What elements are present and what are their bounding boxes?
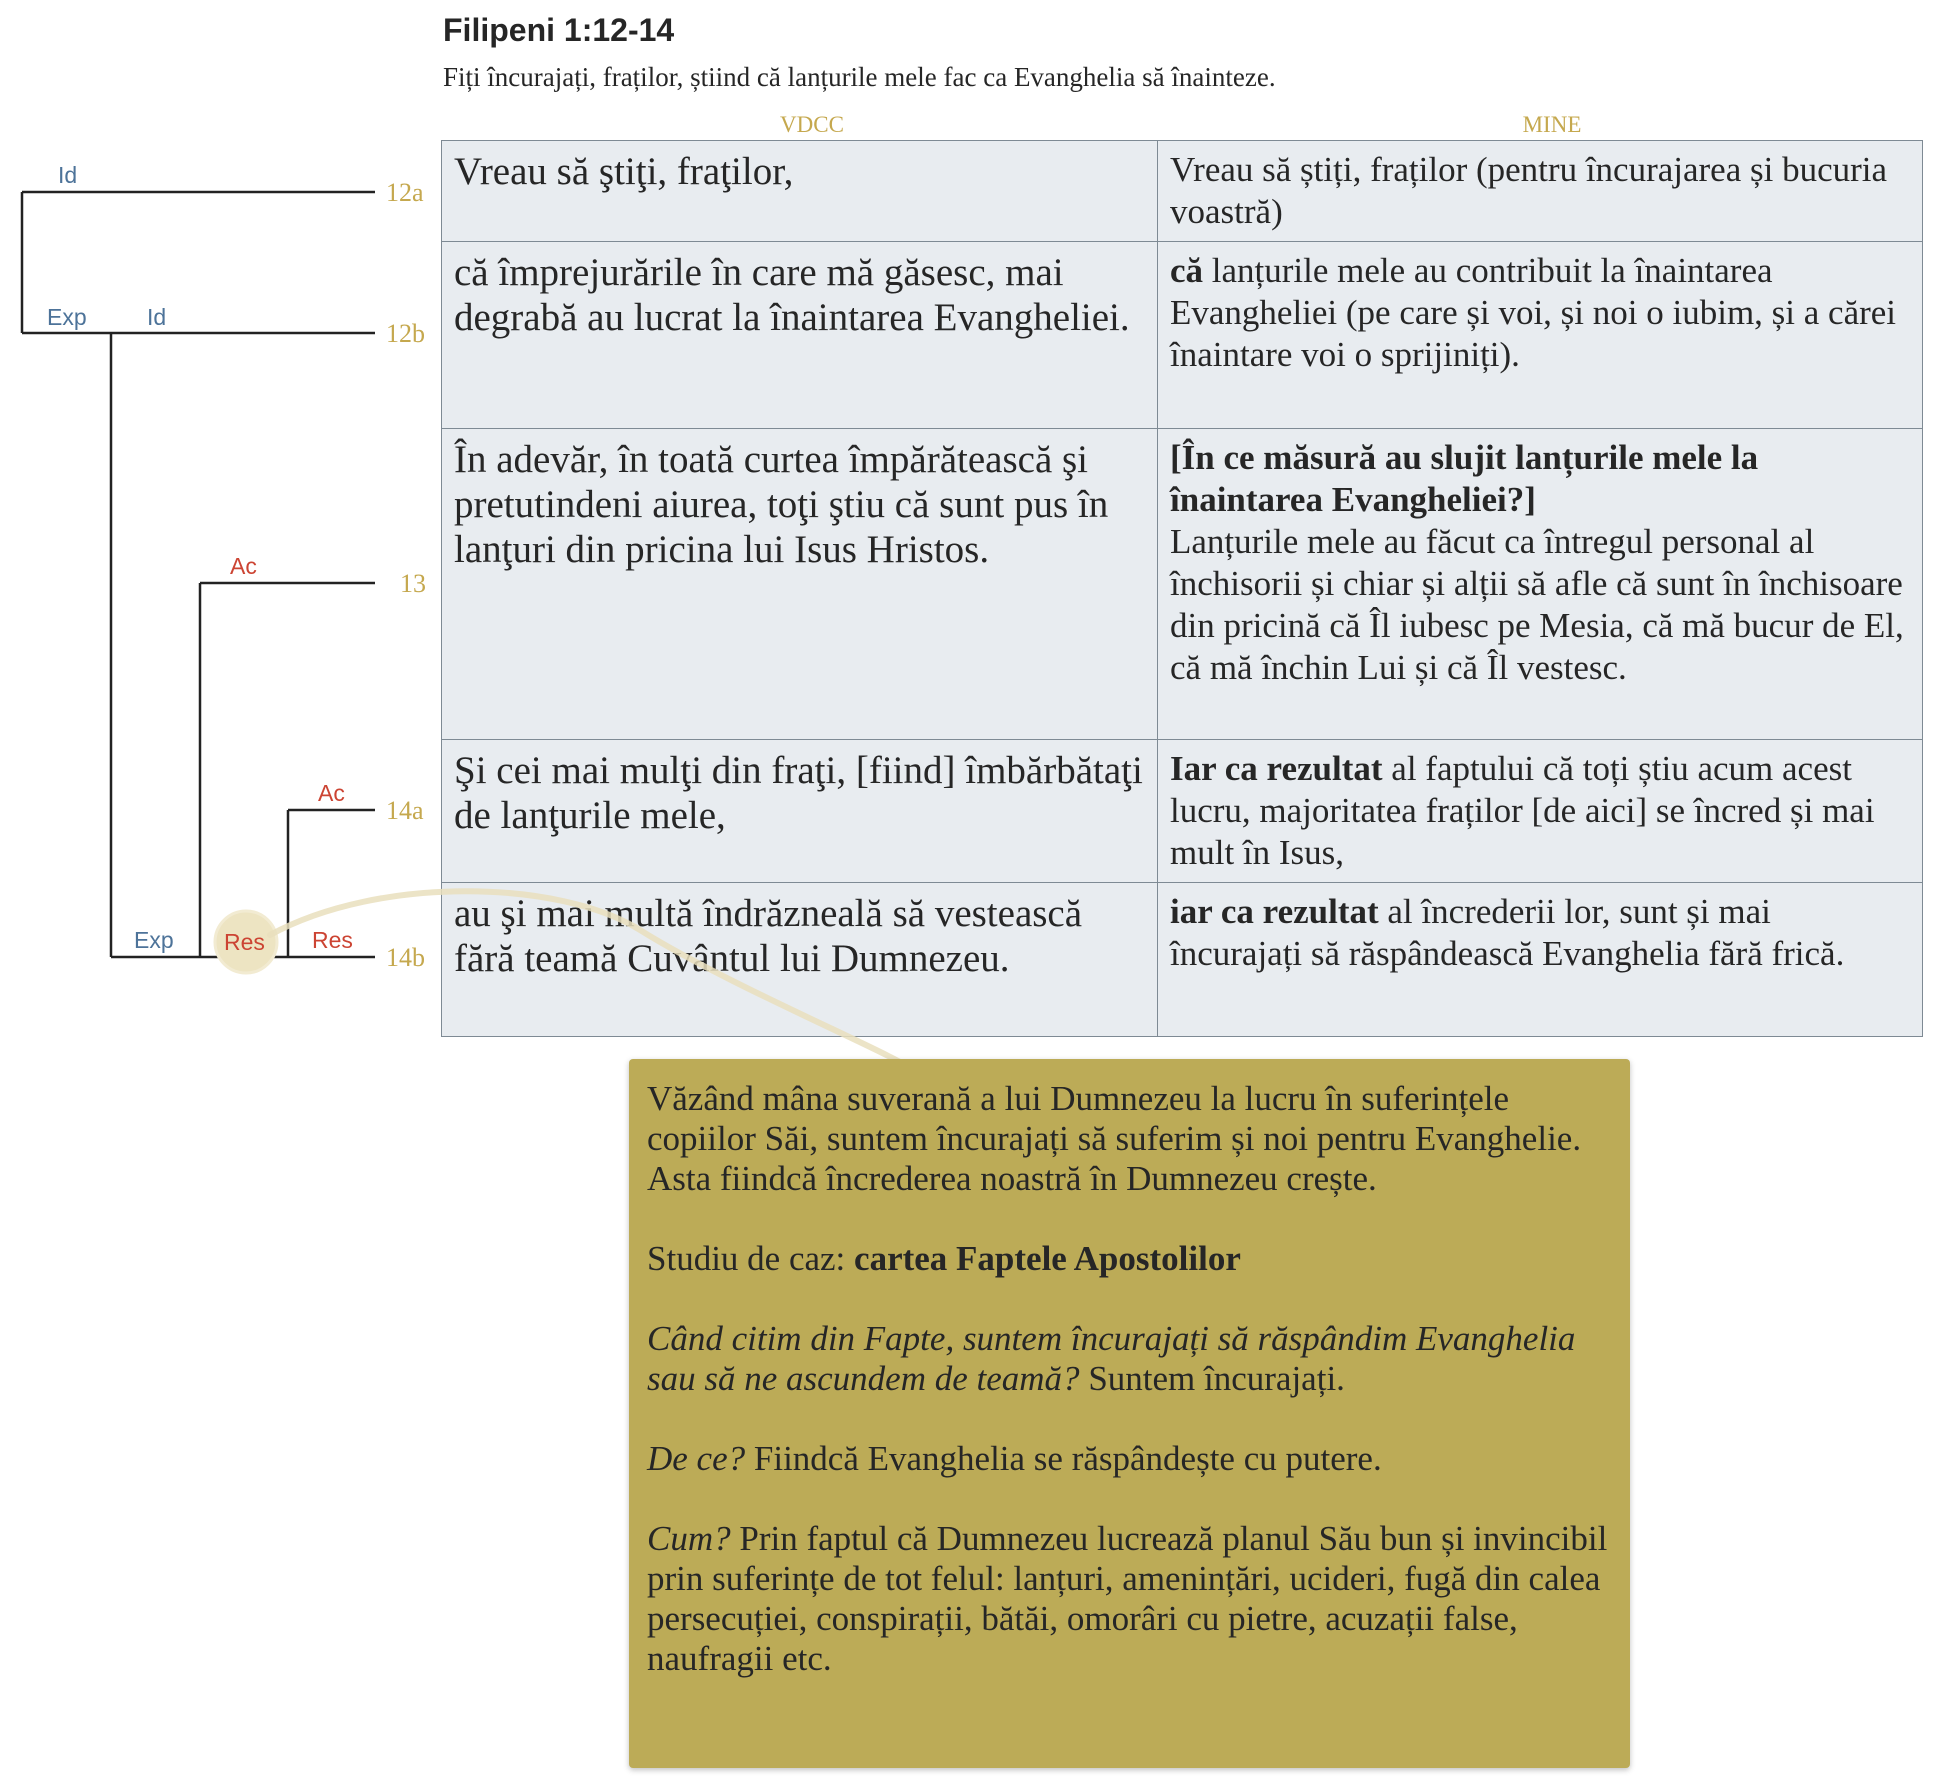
column-header-mine: MINE bbox=[1522, 112, 1582, 137]
relation-exp-inner[interactable]: Exp bbox=[134, 927, 174, 953]
relation-ac-14a[interactable]: Ac bbox=[318, 780, 345, 806]
mine-bold: [În ce măsură au slujit lanțurile mele la înaintarea Evangheliei?] bbox=[1170, 438, 1759, 519]
mine-bold: iar ca rezultat bbox=[1170, 892, 1379, 931]
vdcc-cell-14a: Şi cei mai mulţi din fraţi, [fiind] îmbărbătaţi de lanţurile mele, bbox=[442, 740, 1158, 883]
note-paragraph: Văzând mâna suverană a lui Dumnezeu la lucru în suferințele copiilor Săi, suntem încurajați să suferim și noi pentru Evanghelie. Asta fiindcă încrederea noastră în Dumnezeu crește. bbox=[647, 1079, 1582, 1198]
relation-id-12b[interactable]: Id bbox=[147, 304, 167, 330]
note-popup[interactable] bbox=[629, 1059, 1630, 1768]
mine-cell-12a bbox=[1158, 141, 1923, 242]
mine-cell-14b bbox=[1158, 883, 1923, 1037]
mine-text: lanțurile mele au contribuit la înaintarea Evangheliei (pe care și voi, și noi o iubim, și a cărei înaintare voi o sprijiniți). bbox=[1170, 251, 1897, 374]
vdcc-cell-12b: că împrejurările în care mă găsesc, mai degrabă au lucrat la înaintarea Evangheliei. bbox=[442, 242, 1158, 429]
relation-id-12a[interactable]: Id bbox=[58, 162, 78, 188]
passage-summary: Fiți încurajați, fraților, știind că lanțurile mele fac ca Evanghelia să înainteze. bbox=[443, 62, 1276, 92]
page-title: Filipeni 1:12-14 bbox=[443, 12, 675, 48]
mine-text: al încrederii lor, sunt și mai încurajați să răspândească Evanghelia fără frică. bbox=[1170, 892, 1845, 973]
vdcc-cell-12a: Vreau să ştiţi, fraţilor, bbox=[442, 141, 1158, 242]
vdcc-cell-14b: au şi mai multă îndrăzneală să vestească fără teamă Cuvântul lui Dumnezeu. bbox=[442, 883, 1158, 1037]
table-row bbox=[442, 141, 1923, 242]
question-1: Când citim din Fapte, suntem încurajați să răspândim Evanghelia sau să ne ascundem de teamă? bbox=[647, 1319, 1576, 1398]
relation-exp-outer[interactable]: Exp bbox=[47, 304, 87, 330]
column-header-vdcc: VDCC bbox=[780, 112, 844, 137]
table-row bbox=[442, 883, 1923, 1037]
verse-label-14a[interactable]: 14a bbox=[386, 796, 424, 825]
verse-label-13[interactable]: 13 bbox=[400, 569, 426, 598]
mine-text: Vreau să știți, fraților (pentru încurajarea și bucuria voastră) bbox=[1170, 150, 1888, 231]
note-question-2 bbox=[647, 1439, 1612, 1479]
case-prefix: Studiu de caz: bbox=[647, 1239, 855, 1278]
relation-ac-13[interactable]: Ac bbox=[230, 553, 257, 579]
relation-res-highlight[interactable]: Res bbox=[224, 929, 265, 955]
mine-text: Lanțurile mele au făcut ca întregul personal al închisorii și chiar și alții să afle că sunt în închisoare din pricină că Îl iubesc pe Mesia, că mă bucur de El, că mă închin Lui și că Îl vestesc. bbox=[1170, 522, 1904, 687]
passage-table bbox=[441, 140, 1923, 1037]
note-case-study bbox=[647, 1239, 1612, 1279]
table-row bbox=[442, 740, 1923, 883]
mine-bold: Iar ca rezultat bbox=[1170, 749, 1383, 788]
relation-res-14b[interactable]: Res bbox=[312, 927, 353, 953]
mine-cell-14a bbox=[1158, 740, 1923, 883]
verse-label-12a[interactable]: 12a bbox=[386, 178, 424, 207]
mine-text: al faptului că toți știu acum acest lucru, majoritatea fraților [de aici] se încred și mai mult în Isus, bbox=[1170, 749, 1875, 872]
answer-3: Prin faptul că Dumnezeu lucrează planul Său bun și invincibil prin suferințe de tot felul: lanțuri, amenințări, ucideri, fugă din calea persecuției, conspirații, bătăi, omorâri cu pietre, acuzații false, naufragii etc. bbox=[647, 1519, 1608, 1678]
question-2: De ce? bbox=[647, 1439, 746, 1478]
vdcc-cell-13: În adevăr, în toată curtea împărătească şi pretutindeni aiurea, toţi ştiu că sunt pus în lanţuri din pricina lui Isus Hristos. bbox=[442, 429, 1158, 740]
answer-1: Suntem încurajați. bbox=[1079, 1359, 1345, 1398]
verse-label-14b[interactable]: 14b bbox=[386, 943, 425, 972]
table-row bbox=[442, 242, 1923, 429]
note-question-3 bbox=[647, 1519, 1612, 1679]
mine-bold: că bbox=[1170, 251, 1204, 290]
table-row bbox=[442, 429, 1923, 740]
note-question-1 bbox=[647, 1319, 1612, 1399]
answer-2: Fiindcă Evanghelia se răspândește cu putere. bbox=[745, 1439, 1382, 1478]
mine-cell-12b bbox=[1158, 242, 1923, 429]
verse-label-12b[interactable]: 12b bbox=[386, 319, 425, 348]
mine-cell-13 bbox=[1158, 429, 1923, 740]
arc-tree bbox=[0, 0, 440, 1000]
question-3: Cum? bbox=[647, 1519, 731, 1558]
case-title: cartea Faptele Apostolilor bbox=[854, 1239, 1241, 1278]
